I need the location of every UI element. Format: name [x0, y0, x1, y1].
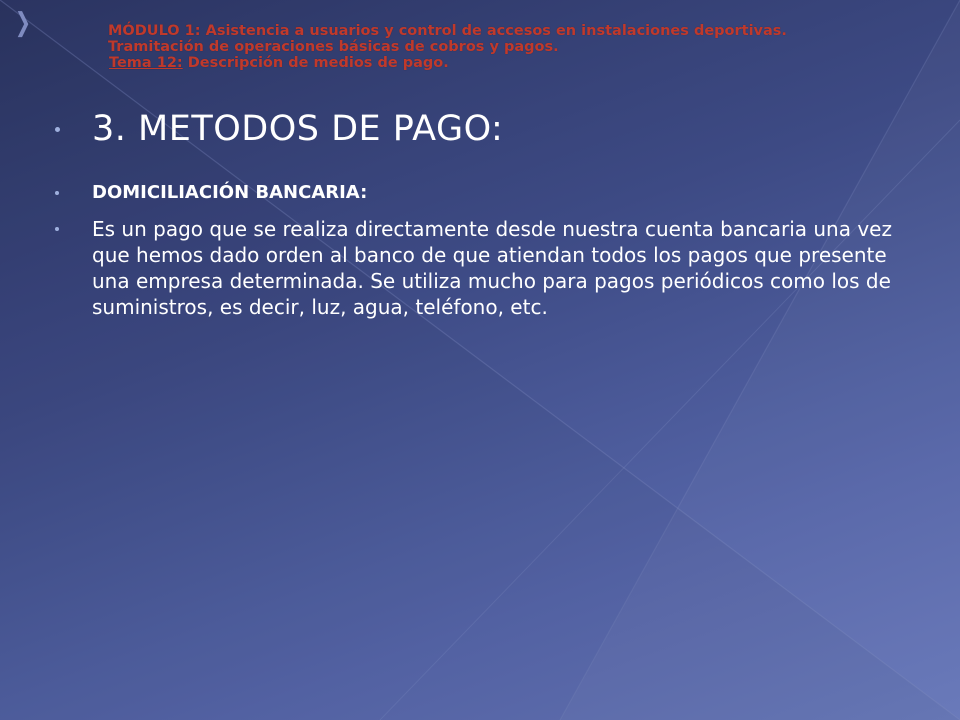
slide-content: [50, 105, 920, 320]
header-tema-line: [108, 55, 928, 71]
bullet-dot-icon: [55, 191, 59, 195]
header-tema-label: Tema 12:: [109, 55, 183, 71]
header-tema-text: Descripción de medios de pago.: [182, 55, 449, 71]
slide-header: [108, 23, 928, 71]
subtitle-bullet-item: [50, 181, 920, 205]
header-module-line: MÓDULO 1: Asistencia a usuarios y control de accesos en instalaciones deportivas.: [108, 23, 787, 39]
chevron-right-icon: ❯: [14, 8, 32, 38]
paragraph-bullet-item: [50, 216, 920, 320]
slide-paragraph: Es un pago que se realiza directamente desde nuestra cuenta bancaria una vez que hemos dado orden al banco de que atiendan todos los pagos que presente una empresa determinada. Se utiliza mucho para pagos periódicos como los de suministros, es decir, luz, agua, teléfono, etc.: [92, 217, 892, 319]
bullet-dot-icon: [55, 127, 60, 132]
bullet-dot-icon: [55, 227, 59, 231]
header-topic-line: Tramitación de operaciones básicas de cobros y pagos.: [108, 39, 559, 55]
title-bullet-item: [50, 105, 920, 153]
slide-title: 3. METODOS DE PAGO:: [92, 109, 504, 149]
slide-subtitle: DOMICILIACIÓN BANCARIA:: [92, 182, 368, 203]
